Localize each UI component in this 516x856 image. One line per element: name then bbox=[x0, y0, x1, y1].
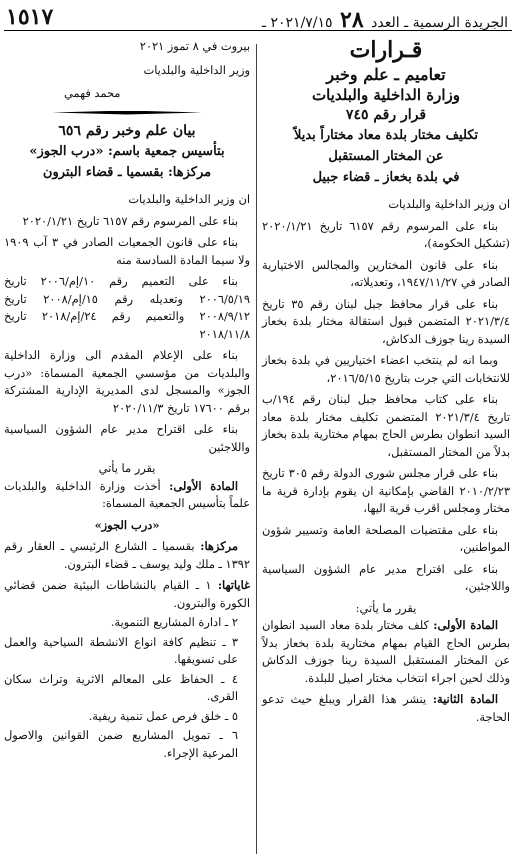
goal-item: ٢ ـ ادارة المشاريع التنموية. bbox=[110, 615, 238, 629]
article-2-text: ينشر هذا القرار ويبلغ حيث تدعو الحاجة. bbox=[262, 692, 510, 724]
decision-subject-1: تكليف مختار بلدة معاد مختاراً بديلاً bbox=[293, 128, 479, 143]
goal-text: ١ ـ القيام بالنشاطات البيئية ضمن قضائي الكورة والبترون. bbox=[4, 578, 250, 610]
issue-number: ٢٨ bbox=[340, 7, 364, 33]
issue-date: ٢٠٢١/٧/١٥ ـ bbox=[261, 15, 333, 31]
decision-number: قرار رقم ٧٤٥ bbox=[345, 106, 427, 123]
left-column bbox=[4, 38, 250, 764]
article-1-label: المادة الأولى: bbox=[169, 478, 239, 493]
article-1 bbox=[262, 617, 510, 687]
category-title: تعاميم ـ علم وخبر bbox=[326, 64, 446, 84]
preamble-line: بناء على كتاب محافظ جبل لبنان رقم ١٩٤/ب تاريخ ٢٠٢١/٣/٤ المتضمن تكليف مختار بلدة معاد السيد انطوان بطرس الحاج بمهام مختارية بلدة بخعاز بدلاً من المختار المستقبل، bbox=[262, 392, 510, 459]
article-2-label: المادة الثانية: bbox=[432, 692, 498, 706]
preamble-line: بناء على مقتضيات المصلحة العامة وتسيير شؤون المواطنين، bbox=[262, 522, 510, 554]
notice-subtitle: بتأسيس جمعية باسم: «درب الجوز» bbox=[29, 144, 225, 159]
right-column bbox=[262, 38, 510, 730]
preamble-line: بناء على قانون المختارين والمجالس الاختيارية الصادر في ١٩٤٧/١١/٢٧، وتعديلاته، bbox=[262, 257, 510, 289]
decision-subject-3: في بلدة بخعاز ـ قضاء جبيل bbox=[312, 170, 460, 185]
page-header bbox=[0, 0, 516, 32]
goal-item bbox=[4, 577, 250, 612]
hq-text: بقسميا ـ الشارع الرئيسي ـ العقار رقم ١٣٩٢ ـ ملك وليد يوسف ـ قضاء البترون. bbox=[4, 539, 250, 571]
section-title: قـرارات bbox=[349, 37, 423, 63]
decides-heading: يقرر ما يأتي bbox=[98, 461, 156, 475]
preamble-line: ان وزير الداخلية والبلديات bbox=[128, 192, 250, 206]
goal-item: ٦ ـ تمويل المشاريع ضمن القوانين والاصول المرعية الإجراء. bbox=[4, 728, 238, 760]
article-1-text: أخذت وزارة الداخلية والبلديات علماً بتأسيس الجمعية المسماة: bbox=[4, 478, 250, 510]
goal-item: ٤ ـ الحفاظ على المعالم الاثرية وتراث سكان القرى. bbox=[4, 671, 238, 703]
preamble-line: بناء على اقتراح مدير عام الشؤون السياسية واللاجئين، bbox=[262, 561, 510, 593]
divider-ornament bbox=[52, 111, 202, 115]
hq-label: مركزها: bbox=[200, 539, 239, 553]
decides-heading: يقرر ما يأتي: bbox=[355, 600, 417, 615]
preamble-line: بناء على قرار مجلس شورى الدولة رقم ٣٠٥ تاريخ ٢٠١٠/٢/٢٣ القاضي بإمكانية ان يقوم بإدارة قرية ما مختار ومجلس اقرب قرية اليها، bbox=[262, 466, 510, 515]
goal-item: ٣ ـ تنظيم كافة انواع الانشطة السياحية والعمل على تسويقها. bbox=[4, 634, 238, 666]
association-hq bbox=[4, 538, 250, 573]
signer-name: محمد فهمي bbox=[64, 86, 121, 100]
article-2 bbox=[262, 691, 510, 726]
ministry-title: وزارة الداخلية والبلديات bbox=[311, 86, 460, 104]
notice-title: بيان علم وخبر رقم ٦٥٦ bbox=[58, 122, 196, 139]
association-name: «درب الجوز» bbox=[94, 517, 160, 532]
preamble-line: بناء على اقتراح مدير عام الشؤون السياسية واللاجئين bbox=[4, 422, 250, 454]
notice-headquarters: مركزها: بقسميا ـ قضاء البترون bbox=[42, 165, 212, 180]
article-1-text: كلف مختار بلدة معاد السيد انطوان بطرس الحاج القيام بمهام مختارية بلدة بخعاز بدلاً عن المختار المستقبل السيدة رينا جوزف الدكاش وذلك لحين اجراء انتخاب مختار اصيل للبلدة. bbox=[262, 618, 510, 685]
preamble-line: بناء على الإعلام المقدم الى وزارة الداخلية والبلديات من مؤسسي الجمعية المسماة: «درب الجوز» والمسجل لدى المديرية الإدارية المشتركة برقم ١٧٦٠٠ تاريخ ٢٠٢٠/١١/٣ bbox=[4, 348, 250, 415]
decision-subject-2: عن المختار المستقبل bbox=[328, 149, 444, 164]
preamble-line: وبما انه لم ينتخب اعضاء اختياريين في بلدة بخعاز للانتخابات التي جرت بتاريخ ٢٠١٦/٥/١٥، bbox=[262, 353, 510, 385]
article-1 bbox=[4, 478, 250, 513]
preamble-line: ان وزير الداخلية والبلديات bbox=[388, 197, 510, 211]
goal-item: ٥ ـ خلق فرص عمل تنمية ريفية. bbox=[88, 708, 238, 723]
preamble-line: بناء على قانون الجمعيات الصادر في ٣ آب ١٩٠٩ ولا سيما المادة السادسة منه bbox=[4, 235, 250, 267]
preamble-line: بناء على قرار محافظ جبل لبنان رقم ٣٥ تاريخ ٢٠٢١/٣/٤ المتضمن قبول استقالة مختار بلدة بخعاز السيدة رينا جوزف الدكاش، bbox=[262, 296, 510, 346]
header-rule bbox=[4, 30, 512, 31]
page-number: ١٥١٧ bbox=[6, 4, 54, 30]
preamble-line: بناء على المرسوم رقم ٦١٥٧ تاريخ ٢٠٢٠/١/٢١ (تشكيل الحكومة)، bbox=[262, 218, 510, 250]
preamble-line: بناء على المرسوم رقم ٦١٥٧ تاريخ ٢٠٢٠/١/٢١ bbox=[22, 213, 238, 228]
article-1-label: المادة الأولى: bbox=[433, 618, 498, 632]
column-divider bbox=[256, 44, 257, 854]
signer-title: وزير الداخلية والبلديات bbox=[143, 62, 250, 77]
place-date: بيروت في ٨ تموز ٢٠٢١ bbox=[139, 39, 250, 53]
goals-label: غاياتها: bbox=[217, 578, 250, 592]
journal-name: الجريدة الرسمية ـ العدد bbox=[371, 15, 508, 31]
preamble-line: بناء على التعميم رقم ١٠/إم/٢٠٠٦ تاريخ ٢٠٠٦/٥/١٩ وتعديله رقم ١٥/إم/٢٠٠٨ تاريخ ٢٠٠٨/٩/١٢ والتعميم رقم ٢٤/إم/٢٠١٨ تاريخ ٢٠١٨/١١/٨ bbox=[4, 274, 251, 341]
